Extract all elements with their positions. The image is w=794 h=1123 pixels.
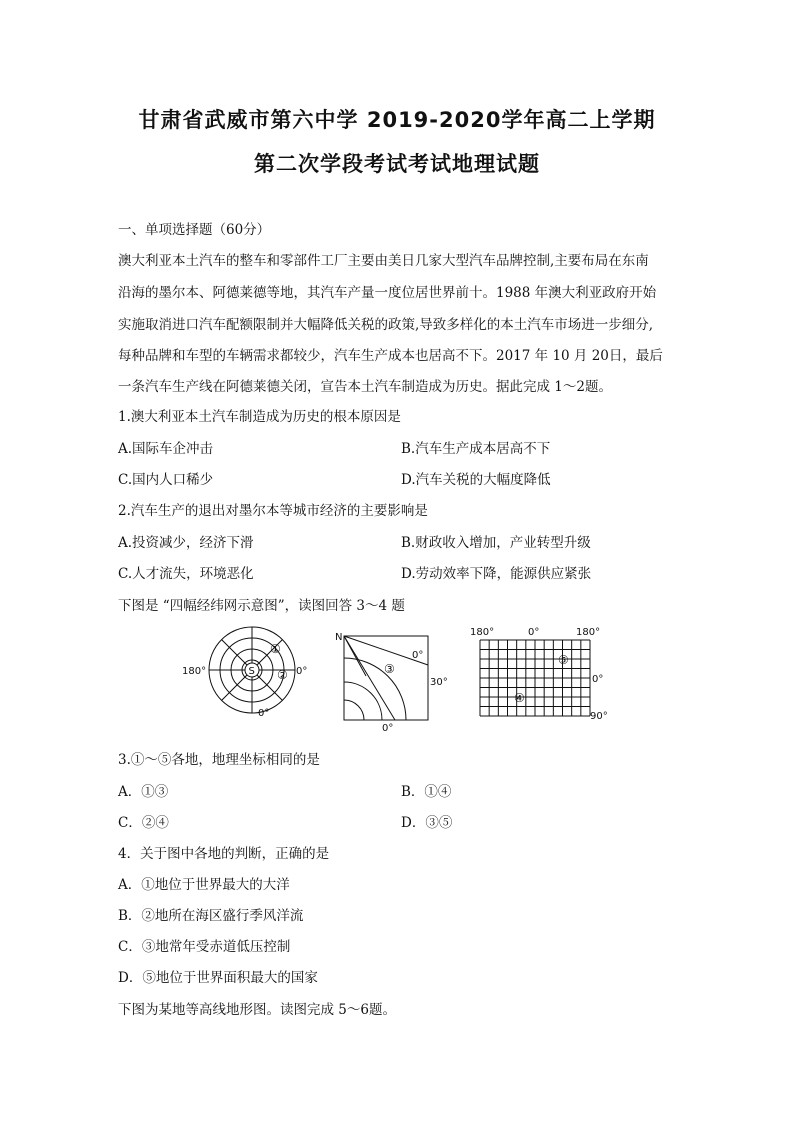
grid-bottom-right-label: 90° [590, 711, 608, 722]
question-2-option-a: A.投资减少，经济下滑 [118, 535, 254, 551]
question-4-option-a: A．①地位于世界最大的大洋 [118, 877, 290, 893]
polar-center-label: S [248, 666, 255, 677]
quarter-graticule-figure [330, 632, 455, 734]
figure-intro: 下图是 “四幅经纬网示意图”，读图回答 3～4 题 [118, 598, 405, 614]
question-3-option-b: B．①④ [401, 784, 452, 800]
question-4-option-c: C．③地常年受赤道低压控制 [118, 939, 291, 955]
question-1-option-c: C.国内人口稀少 [118, 472, 214, 488]
marker-5: ⑤ [558, 653, 569, 667]
polar-graticule-figure [180, 622, 310, 722]
question-1-option-a: A.国际车企冲击 [118, 441, 214, 457]
polar-right-label: 0° [296, 666, 308, 677]
passage-line: 澳大利亚本土汽车的整车和零部件工厂主要由美日几家大型汽车品牌控制,主要布局在东南 [118, 253, 649, 269]
section-heading: 一、单项选择题（60分） [118, 222, 271, 238]
question-2-option-b: B.财政收入增加，产业转型升级 [401, 535, 591, 551]
question-4-stem: 4．关于图中各地的判断，正确的是 [118, 846, 330, 862]
passage-line: 实施取消进口汽车配额限制并大幅降低关税的政策,导致多样化的本土汽车市场进一步细分, [118, 317, 654, 333]
quarter-frame [344, 636, 428, 720]
polar-bottom-label: 0° [258, 708, 270, 719]
marker-3: ③ [384, 662, 395, 676]
grid-top-left-label: 180° [470, 627, 495, 638]
question-2-option-d: D.劳动效率下降，能源供应紧张 [401, 566, 592, 582]
passage-line: 一条汽车生产线在阿德莱德关闭，宣告本土汽车制造成为历史。据此完成 1～2题。 [118, 379, 612, 395]
quarter-meridians [344, 636, 428, 720]
question-1-stem: 1.澳大利亚本土汽车制造成为历史的根本原因是 [118, 409, 401, 425]
quarter-right-label: 30° [430, 677, 448, 688]
closing-instruction: 下图为某地等高线地形图。读图完成 5～6题。 [118, 1002, 396, 1018]
rectangular-grid-figure [470, 624, 615, 724]
question-1-option-b: B.汽车生产成本居高不下 [401, 441, 551, 457]
quarter-top-right-label: 0° [412, 650, 424, 661]
marker-4: ④ [514, 691, 525, 705]
question-4-option-d: D．⑤地位于世界面积最大的国家 [118, 970, 318, 986]
question-3-stem: 3.①～⑤各地，地理坐标相同的是 [118, 752, 320, 768]
question-3-option-d: D．③⑤ [401, 815, 453, 831]
quarter-pole-label: N [335, 632, 343, 643]
marker-2: ② [277, 668, 288, 682]
page-title-line1: 甘肃省武威市第六中学 2019-2020学年高二上学期 [138, 108, 656, 132]
question-2-option-c: C.人才流失，环境恶化 [118, 566, 254, 582]
question-1-option-d: D.汽车关税的大幅度降低 [401, 472, 551, 488]
question-4-option-b: B．②地所在海区盛行季风洋流 [118, 908, 304, 924]
question-3-option-a: A．①③ [118, 784, 169, 800]
quarter-parallels [344, 658, 406, 720]
grid-top-mid-label: 0° [528, 627, 540, 638]
polar-left-label: 180° [182, 666, 207, 677]
passage-line: 沿海的墨尔本、阿德莱德等地，其汽车产量一度位居世界前十。1988 年澳大利亚政府开始 [118, 285, 657, 301]
grid-top-right-label: 180° [576, 627, 601, 638]
question-3-option-c: C．②④ [118, 815, 169, 831]
question-2-stem: 2.汽车生产的退出对墨尔本等城市经济的主要影响是 [118, 503, 428, 519]
quarter-bottom-label: 0° [382, 723, 394, 734]
grid-lines [480, 640, 590, 716]
passage-line: 每种品牌和车型的车辆需求都较少，汽车生产成本也居高不下。2017 年 10 月 20日，最后 [118, 348, 663, 364]
marker-1: ① [270, 642, 281, 656]
page-title-line2: 第二次学段考试考试地理试题 [254, 152, 540, 176]
grid-right-mid-label: 0° [592, 674, 604, 685]
